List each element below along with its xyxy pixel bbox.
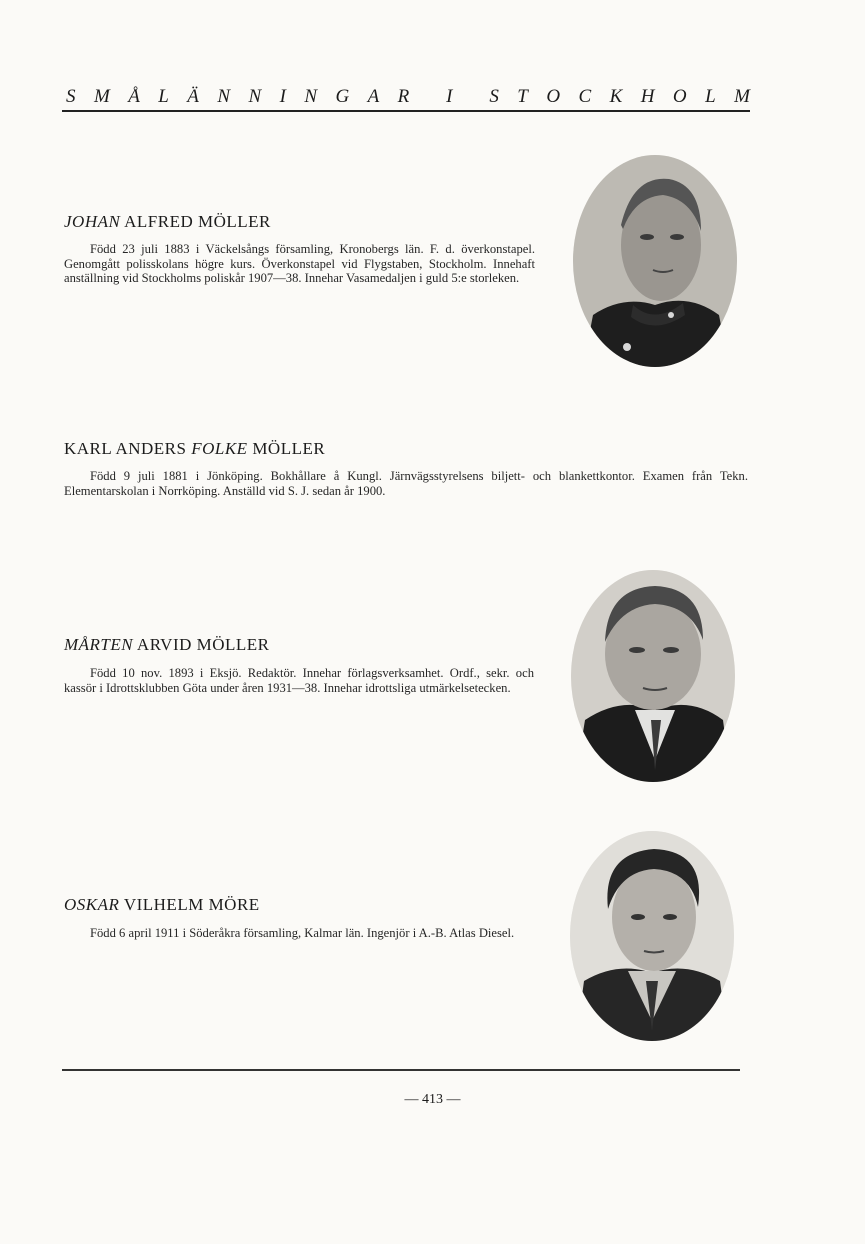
entry-bio-marten-moller: Född 10 nov. 1893 i Eksjö. Redaktör. Innehar förlagsverksamhet. Ordf., sekr. och kassör i Idrottsklubben Göta under åren 1931—38. Innehar idrottsliga utmärkelsetecken. — [64, 666, 534, 695]
header-letter: R — [397, 86, 410, 107]
given-name: FOLKE — [191, 439, 248, 458]
name-prefix: KARL ANDERS — [64, 439, 192, 458]
header-letter: L — [158, 86, 169, 107]
header-letter: S — [489, 86, 499, 107]
given-name: MÅRTEN — [64, 635, 134, 654]
portrait-johan-moller — [573, 155, 737, 367]
header-letter: N — [217, 86, 230, 107]
entry-name-marten-moller — [64, 635, 270, 655]
header-rule — [62, 110, 750, 112]
name-rest: ARVID MÖLLER — [133, 635, 270, 654]
name-rest: MÖLLER — [247, 439, 326, 458]
header-letter: M — [93, 86, 110, 107]
header-letter: Ä — [187, 86, 199, 107]
running-header — [66, 86, 750, 108]
footer-rule — [62, 1069, 740, 1071]
given-name: JOHAN — [64, 212, 121, 231]
header-letter: N — [248, 86, 262, 107]
entry-bio-folke-moller: Född 9 juli 1881 i Jönköping. Bokhållare å Kungl. Järnvägsstyrelsens biljett- och blankettkontor. Examen från Tekn. Elementarskolan i Norrköping. Anställd vid S. J. sedan år 1900. — [64, 469, 748, 498]
header-letter: Å — [128, 86, 140, 107]
header-letter: A — [367, 86, 380, 107]
entry-name-johan-moller — [64, 212, 271, 232]
entry-name-folke-moller — [64, 439, 325, 459]
entry-bio-johan-moller: Född 23 juli 1883 i Väckelsångs församling, Kronobergs län. F. d. överkonstapel. Genomgått polisskolans högre kurs. Överkonstapel vid Flygstaben, Stockholm. Innehaft anställning vid Stockholms poliskår 1907—38. Innehar Vasamedaljen i guld 5:e storleken. — [64, 242, 535, 285]
header-letter: I — [279, 86, 286, 107]
page-number: — 413 — — [404, 1092, 461, 1107]
name-rest: ALFRED MÖLLER — [120, 212, 271, 231]
header-letter: L — [705, 86, 716, 107]
portrait-marten-moller — [571, 570, 735, 782]
header-letter: G — [335, 86, 350, 107]
header-letter: H — [640, 86, 655, 107]
portrait-oskar-more — [570, 831, 734, 1041]
header-letter: O — [546, 86, 561, 107]
given-name: OSKAR — [64, 895, 120, 914]
header-letter: K — [609, 86, 623, 107]
header-letter: T — [517, 86, 528, 107]
header-letter: S — [66, 86, 76, 107]
name-rest: VILHELM MÖRE — [119, 895, 260, 914]
header-letter: C — [578, 86, 592, 107]
entry-bio-oskar-more: Född 6 april 1911 i Söderåkra församling, Kalmar län. Ingenjör i A.-B. Atlas Diesel. — [90, 926, 515, 940]
header-letter: O — [672, 86, 687, 107]
header-letter: M — [734, 86, 750, 107]
entry-name-oskar-more — [64, 895, 260, 915]
header-letter: I — [446, 86, 453, 107]
header-letter: N — [304, 86, 318, 107]
